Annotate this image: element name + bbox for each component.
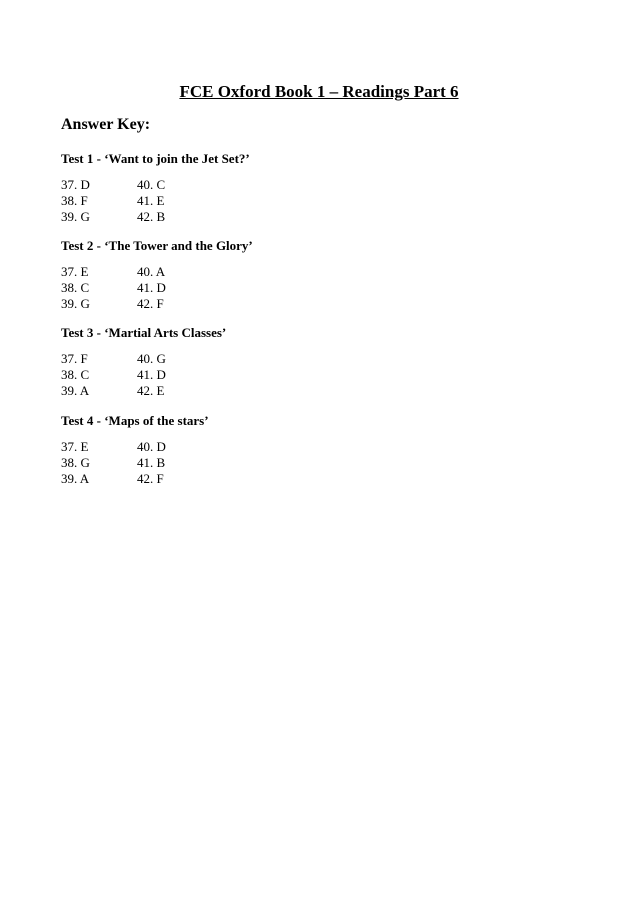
answer-item: 40. C xyxy=(137,177,166,192)
test-heading: Test 4 - ‘Maps of the stars’ xyxy=(61,413,209,428)
test-heading: Test 3 - ‘Martial Arts Classes’ xyxy=(61,325,227,340)
answer-item: 42. F xyxy=(137,471,164,486)
answer-item: 40. A xyxy=(137,264,166,279)
answer-item: 41. E xyxy=(137,193,165,208)
answer-item: 42. B xyxy=(137,209,166,224)
answer-item: 38. G xyxy=(61,455,90,470)
answer-item: 41. B xyxy=(137,455,166,470)
answer-item: 37. E xyxy=(61,264,89,279)
answer-item: 37. E xyxy=(61,439,89,454)
test-heading: Test 1 - ‘Want to join the Jet Set?’ xyxy=(61,151,250,166)
answer-item: 40. G xyxy=(137,351,166,366)
answer-item: 38. C xyxy=(61,280,90,295)
answer-item: 39. G xyxy=(61,296,90,311)
answer-grid xyxy=(61,351,461,399)
answer-item: 39. A xyxy=(61,383,90,398)
answer-key-heading: Answer Key: xyxy=(61,116,151,133)
answer-item: 39. A xyxy=(61,471,90,486)
answer-item: 42. E xyxy=(137,383,165,398)
test-4-section xyxy=(61,412,461,487)
page-title: FCE Oxford Book 1 – Readings Part 6 xyxy=(179,82,459,101)
answer-grid xyxy=(61,264,461,312)
test-3-section xyxy=(61,324,461,399)
answer-item: 42. F xyxy=(137,296,164,311)
answer-item: 40. D xyxy=(137,439,166,454)
answer-item: 38. C xyxy=(61,367,90,382)
test-2-section xyxy=(61,237,461,312)
answer-grid xyxy=(61,177,461,225)
answer-item: 37. F xyxy=(61,351,88,366)
test-1-section xyxy=(61,150,461,225)
answer-item: 39. G xyxy=(61,209,90,224)
answer-item: 41. D xyxy=(137,367,166,382)
answer-item: 38. F xyxy=(61,193,88,208)
answer-grid xyxy=(61,439,461,487)
answer-item: 41. D xyxy=(137,280,166,295)
answer-item: 37. D xyxy=(61,177,90,192)
test-heading: Test 2 - ‘The Tower and the Glory’ xyxy=(61,238,253,253)
